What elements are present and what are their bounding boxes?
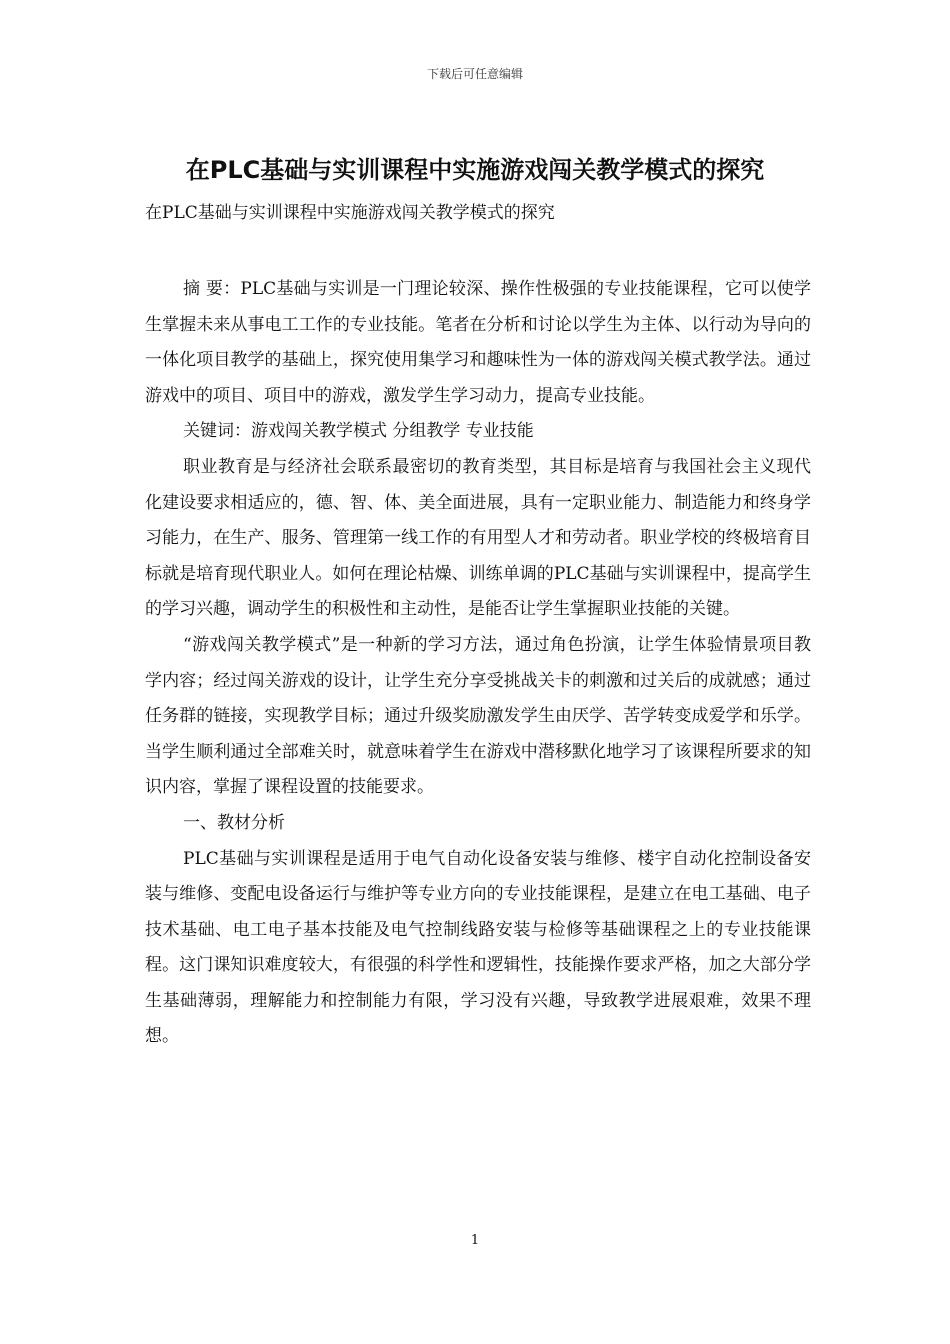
body-paragraph: 职业教育是与经济社会联系最密切的教育类型，其目标是培育与我国社会主义现代化建设要求相适应的，德、智、体、美全面进展，具有一定职业能力、制造能力和终身学习能力，在生产、服务、管理第一线工作的有用型人才和劳动者。职业学校的终极培育目标就是培育现代职业人。如何在理论枯燥、训练单调的PLC基础与实训课程中，提高学生的学习兴趣，调动学生的积极性和主动性，是能否让学生掌握职业技能的关键。	[145, 456, 811, 620]
body-paragraph: “游戏闯关教学模式”是一种新的学习方法，通过角色扮演，让学生体验情景项目教学内容；经过闯关游戏的设计，让学生充分享受挑战关卡的刺激和过关后的成就感；通过任务群的链接，实现教学目标；通过升级奖励激发学生由厌学、苦学转变成爱学和乐学。当学生顺利通过全部难关时，就意味着学生在游戏中潜移默化地学习了该课程所要求的知识内容，掌握了课程设置的技能要求。	[145, 634, 811, 798]
keywords-paragraph: 关键词：游戏闯关教学模式 分组教学 专业技能	[183, 421, 534, 442]
body-paragraph: PLC基础与实训课程是适用于电气自动化设备安装与维修、楼宇自动化控制设备安装与维修、变配电设备运行与维护等专业方向的专业技能课程，是建立在电工基础、电子技术基础、电工电子基本技能及电气控制线路安装与检修等基础课程之上的专业技能课程。这门课知识难度较大，有很强的科学性和逻辑性，技能操作要求严格，加之大部分学生基础薄弱，理解能力和控制能力有限，学习没有兴趣，导致教学进展艰难，效果不理想。	[145, 848, 811, 1047]
document-title: 在PLC基础与实训课程中实施游戏闯关教学模式的探究	[185, 156, 765, 184]
document-body	[145, 272, 811, 1055]
document-subtitle: 在PLC基础与实训课程中实施游戏闯关教学模式的探究	[145, 203, 555, 223]
section-heading: 一、教材分析	[183, 812, 285, 833]
page-header-note: 下载后可任意编辑	[426, 67, 523, 81]
abstract-paragraph: 摘 要：PLC基础与实训是一门理论较深、操作性极强的专业技能课程，它可以使学生掌握未来从事电工工作的专业技能。笔者在分析和讨论以学生为主体、以行动为导向的一体化项目教学的基础上，探究使用集学习和趣味性为一体的游戏闯关模式教学法。通过游戏中的项目、项目中的游戏，激发学生学习动力，提高专业技能。	[145, 279, 811, 406]
page-number: 1	[470, 1233, 480, 1248]
